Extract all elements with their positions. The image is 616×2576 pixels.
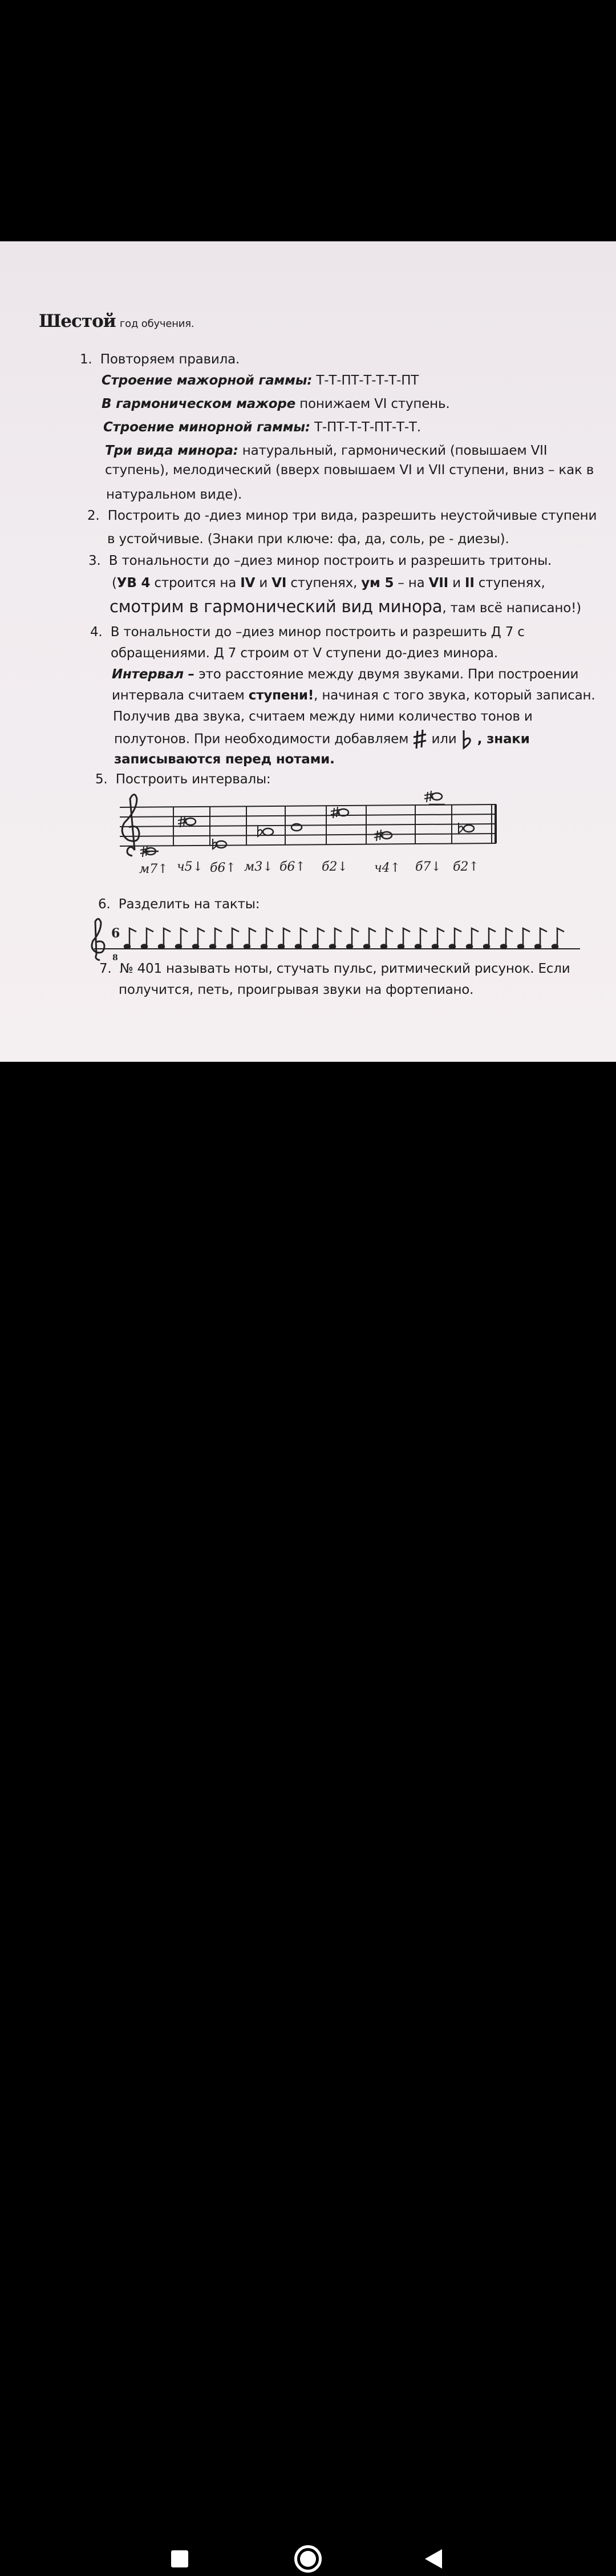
rhythm-note-head	[176, 945, 181, 949]
interval-label: б7↓	[415, 860, 441, 874]
navigation-bar	[0, 1261, 616, 1335]
rhythm-note	[455, 928, 461, 945]
definition: это расстояние между двумя звуками. При построении	[194, 667, 579, 682]
treble-clef-icon	[92, 919, 104, 960]
text-line: натуральном виде).	[106, 487, 242, 502]
rhythm-note-head	[141, 945, 147, 949]
emphasis-text: смотрим в гармонический вид минора	[110, 597, 443, 616]
item-text: Построить интервалы:	[115, 772, 271, 787]
rhythm-note-head	[347, 945, 352, 949]
rhythm-note	[403, 928, 410, 945]
sharp-icon	[412, 729, 427, 750]
rhythm-note	[301, 928, 307, 945]
item-number: 6.	[98, 897, 111, 912]
rhythm-note	[232, 928, 239, 945]
interval-label: ч4↑	[374, 861, 401, 875]
accidentals-line: полутонов. При необходимости добавляем или , знаки	[114, 729, 530, 750]
rhythm-note	[369, 928, 376, 945]
rhythm-note	[283, 928, 290, 945]
time-signature-bottom: 8	[112, 953, 118, 963]
rhythm-note	[335, 928, 342, 945]
interval-staff	[114, 787, 508, 879]
back-button[interactable]	[416, 2542, 451, 2576]
three-minor-types-rule	[105, 442, 547, 459]
item-2	[87, 507, 597, 524]
rhythm-note-head	[193, 945, 198, 949]
rhythm-note-head	[484, 945, 489, 949]
rhythm-note-head	[518, 945, 524, 949]
rhythm-note-head	[535, 945, 541, 949]
rhythm-note-head	[124, 945, 130, 949]
rule-label: Три вида минора:	[105, 443, 238, 458]
rhythm-note	[386, 928, 393, 945]
rhythm-note-head	[501, 945, 506, 949]
text-line: обращениями. Д 7 строим от V ступени до-диез минора.	[111, 646, 498, 661]
header-text: год обучения.	[119, 318, 194, 330]
rule-value: Т-Т-ПТ-Т-Т-Т-ПТ	[312, 373, 419, 388]
item-1-title	[80, 351, 240, 368]
rhythm-note-head	[398, 945, 404, 949]
interval-label: б2↑	[453, 860, 479, 874]
interval-label: б6↑	[279, 860, 306, 874]
rhythm-note-head	[415, 945, 421, 949]
recent-apps-button[interactable]	[163, 2542, 197, 2576]
rhythm-note-head	[159, 945, 164, 949]
interval-label: м3↓	[244, 860, 273, 874]
item-text: Повторяем правила.	[100, 352, 240, 367]
item-text: Разделить на такты:	[118, 897, 260, 912]
rhythm-note	[506, 928, 513, 945]
item-text: Построить до -диез минор три вида, разрешить неустойчивые ступени	[107, 508, 597, 523]
item-7	[99, 960, 570, 977]
item-number: 2.	[87, 508, 100, 523]
rhythm-note	[352, 928, 359, 945]
interval-label: ч5↓	[177, 860, 204, 874]
rhythm-note-head	[278, 945, 284, 949]
rule-value: понижаем VI ступень.	[295, 397, 450, 411]
rhythm-note-head	[227, 945, 233, 949]
rhythm-note	[129, 928, 136, 945]
term: Интервал –	[112, 667, 194, 682]
rhythm-note	[472, 928, 479, 945]
item-3	[88, 552, 552, 569]
flat-icon	[461, 729, 473, 750]
rhythm-note	[540, 928, 547, 945]
rule-label: Строение мажорной гаммы:	[102, 373, 313, 388]
interval-label: б6↑	[210, 861, 236, 875]
rhythm-note	[318, 928, 325, 945]
text-line: Получив два звука, считаем между ними количество тонов и	[113, 709, 533, 724]
item-number: 3.	[88, 553, 101, 568]
home-circle-icon	[294, 2545, 322, 2573]
rhythm-note	[181, 928, 188, 945]
rhythm-note-head	[432, 945, 438, 949]
minor-scale-rule	[103, 419, 421, 436]
rule-label: В гармоническом мажоре	[102, 397, 296, 411]
text-line: записываются перед нотами.	[114, 752, 335, 767]
rhythm-note-head	[313, 945, 318, 949]
text-line: получится, петь, проигрывая звуки на фортепиано.	[119, 982, 474, 997]
rhythm-note-head	[244, 945, 250, 949]
home-button[interactable]	[291, 2542, 325, 2576]
item-number: 4.	[90, 625, 103, 640]
rhythm-note	[215, 928, 222, 945]
item-6	[98, 896, 260, 913]
rhythm-note	[437, 928, 444, 945]
rhythm-note-head	[381, 945, 387, 949]
rhythm-note	[420, 928, 427, 945]
square-icon	[171, 2550, 188, 2567]
item-text: В тональности до –диез минор построить и разрешить Д 7 с	[110, 625, 525, 640]
item-number: 1.	[80, 352, 92, 367]
tritone-rule: (УВ 4 строится на IV и VI ступенях, ум 5 – на VII и II ступенях,	[112, 576, 545, 591]
rhythm-note	[523, 928, 530, 945]
interval-label: м7↑	[139, 862, 168, 876]
item-number: 7.	[99, 961, 112, 976]
rhythm-note-head	[295, 945, 301, 949]
text-line: в устойчивые. (Знаки при ключе: фа, да, соль, ре - диезы).	[107, 532, 509, 547]
rhythm-note	[198, 928, 205, 945]
interval-definition	[112, 666, 578, 683]
page-header	[39, 313, 194, 333]
item-text: № 401 называть ноты, стучать пульс, ритмический рисунок. Если	[119, 961, 570, 976]
rhythm-note-head	[261, 945, 267, 949]
rhythm-note	[266, 928, 273, 945]
rhythm-note-head	[364, 945, 370, 949]
item-number: 5.	[95, 772, 108, 787]
major-scale-rule	[102, 372, 419, 389]
text-line: интервала считаем ступени!, начиная с того звука, который записан.	[112, 688, 595, 703]
item-text: В тональности до –диез минор построить и разрешить тритоны.	[108, 553, 552, 568]
item-4	[90, 624, 525, 641]
rhythm-note	[557, 928, 564, 945]
rhythm-note	[164, 928, 171, 945]
rhythm-note	[249, 928, 256, 945]
rule-value: натуральный, гармонический (повышаем VII	[238, 443, 548, 458]
rhythm-note	[147, 928, 153, 945]
rhythm-note-head	[552, 945, 558, 949]
rhythm-line	[88, 916, 585, 967]
item-5	[95, 771, 270, 788]
harmonic-note	[110, 598, 581, 617]
time-signature: 6	[111, 926, 120, 941]
rhythm-note-head	[330, 945, 335, 949]
rhythm-note-head	[467, 945, 472, 949]
rule-value: Т-ПТ-Т-Т-ПТ-Т-Т.	[310, 420, 421, 435]
rhythm-note-head	[210, 945, 216, 949]
text: , там всё написано!)	[442, 601, 581, 616]
harmonic-major-rule	[102, 395, 449, 413]
rule-label: Строение минорной гаммы:	[103, 420, 310, 435]
rhythm-note	[489, 928, 496, 945]
interval-label: б2↓	[322, 860, 348, 874]
rhythm-note-head	[449, 945, 455, 949]
back-triangle-icon	[425, 2549, 442, 2569]
text-line: ступень), мелодический (вверх повышаем VI и VII ступени, вниз – как в	[105, 463, 594, 478]
handwritten-grade: Шестой	[39, 311, 116, 331]
